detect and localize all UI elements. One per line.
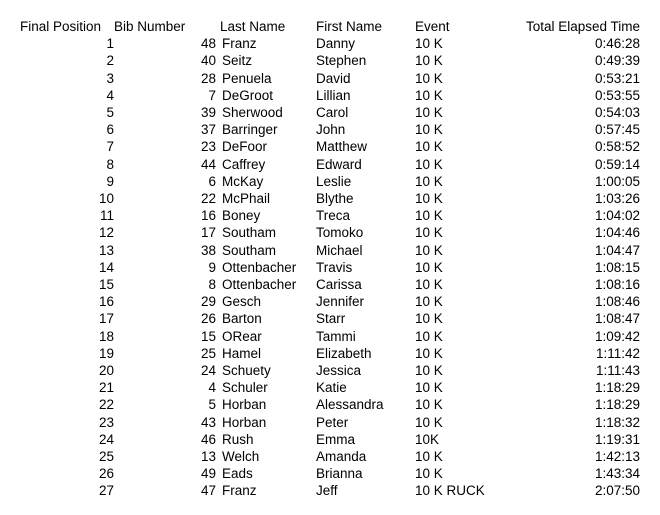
header-event: Event [415,19,450,34]
last-name-cell: DeGroot [222,87,274,103]
first-name-cell: David [316,70,351,86]
last-name-cell: Southam [222,242,277,258]
event-cell: 10 K [415,122,443,138]
bib-number-cell: 9 [208,259,216,275]
bib-number-cell: 46 [200,431,216,447]
first-name-cell: Carol [316,105,349,121]
final-position-cell: 23 [98,414,114,430]
event-cell: 10 K [415,87,443,103]
first-name-cell: Amanda [316,449,367,465]
first-name-cell: Michael [316,242,363,258]
elapsed-time-cell: 1:03:26 [594,191,640,207]
bib-number-cell: 23 [200,139,216,155]
elapsed-time-cell: 0:53:55 [594,87,640,103]
header-total-elapsed-time: Total Elapsed Time [525,19,640,34]
table-row [20,70,640,87]
first-name-cell: Alessandra [316,397,384,413]
header-row [20,18,640,35]
bib-number-cell: 47 [200,483,216,499]
last-name-cell: McKay [222,173,264,189]
first-name-cell: Edward [316,156,362,172]
event-cell: 10 K [415,397,443,413]
first-name-cell: Emma [316,431,356,447]
last-name-cell: Penuela [222,70,272,86]
elapsed-time-cell: 1:04:46 [594,225,640,241]
event-cell: 10 K [415,380,443,396]
final-position-cell: 22 [98,397,114,413]
event-cell: 10 K [415,191,443,207]
final-position-cell: 19 [98,345,114,361]
final-position-cell: 14 [98,259,114,275]
first-name-cell: Starr [316,311,346,327]
event-cell: 10 K [415,139,443,155]
last-name-cell: Welch [222,449,260,465]
bib-number-cell: 26 [200,311,216,327]
event-cell: 10 K [415,70,443,86]
elapsed-time-cell: 1:09:42 [594,328,640,344]
elapsed-time-cell: 1:11:42 [595,345,640,361]
bib-number-cell: 22 [200,191,216,207]
elapsed-time-cell: 0:54:03 [594,105,640,121]
elapsed-time-cell: 1:18:29 [594,380,640,396]
table-row [20,35,640,52]
event-cell: 10 K [415,208,443,224]
final-position-cell: 20 [98,363,114,379]
event-cell: 10K [415,431,440,447]
header-last-name: Last Name [220,19,286,34]
elapsed-time-cell: 1:00:05 [594,173,640,189]
first-name-cell: Carissa [316,277,362,293]
table-row [20,310,640,327]
last-name-cell: Ottenbacher [222,277,297,293]
first-name-cell: Jessica [316,363,362,379]
elapsed-time-cell: 0:59:14 [594,156,640,172]
table-row [20,156,640,173]
first-name-cell: Katie [316,380,347,396]
bib-number-cell: 16 [200,208,216,224]
table-row [20,362,640,379]
final-position-cell: 26 [98,466,114,482]
table-row [20,328,640,345]
event-cell: 10 K RUCK [415,483,485,499]
table-row [20,482,640,499]
last-name-cell: Schuler [222,380,268,396]
table-row [20,207,640,224]
bib-number-cell: 43 [200,414,216,430]
last-name-cell: Barton [222,311,262,327]
last-name-cell: Eads [222,466,253,482]
final-position-cell: 11 [99,208,114,224]
last-name-cell: ORear [222,328,262,344]
event-cell: 10 K [415,259,443,275]
table-row [20,414,640,431]
elapsed-time-cell: 1:04:47 [594,242,640,258]
first-name-cell: Brianna [316,466,363,482]
final-position-cell: 25 [98,449,114,465]
bib-number-cell: 38 [200,242,216,258]
elapsed-time-cell: 0:53:21 [594,70,640,86]
final-position-cell: 16 [98,294,114,310]
event-cell: 10 K [415,156,443,172]
event-cell: 10 K [415,53,443,69]
table-row [20,242,640,259]
final-position-cell: 12 [98,225,114,241]
event-cell: 10 K [415,105,443,121]
event-cell: 10 K [415,363,443,379]
final-position-cell: 1 [106,36,114,52]
final-position-cell: 5 [106,105,114,121]
final-position-cell: 2 [106,53,114,69]
table-row [20,121,640,138]
first-name-cell: Tomoko [316,225,364,241]
bib-number-cell: 40 [200,53,216,69]
table-row [20,224,640,241]
first-name-cell: Matthew [316,139,368,155]
header-first-name: First Name [316,19,383,34]
last-name-cell: Southam [222,225,277,241]
event-cell: 10 K [415,173,443,189]
elapsed-time-cell: 1:42:13 [594,449,640,465]
final-position-cell: 21 [98,380,114,396]
table-row [20,276,640,293]
table-row [20,345,640,362]
last-name-cell: DeFoor [222,139,268,155]
last-name-cell: Franz [222,36,257,52]
first-name-cell: Blythe [316,191,354,207]
last-name-cell: Franz [222,483,257,499]
bib-number-cell: 28 [200,70,216,86]
elapsed-time-cell: 1:18:29 [594,397,640,413]
header-final-position: Final Position [20,19,102,34]
table-row [20,259,640,276]
bib-number-cell: 7 [208,87,216,103]
final-position-cell: 27 [98,483,114,499]
final-position-cell: 4 [106,87,114,103]
final-position-cell: 9 [106,173,114,189]
last-name-cell: Horban [222,397,267,413]
last-name-cell: Rush [222,431,254,447]
final-position-cell: 24 [98,431,114,447]
bib-number-cell: 48 [200,36,216,52]
bib-number-cell: 49 [200,466,216,482]
event-cell: 10 K [415,277,443,293]
elapsed-time-cell: 1:08:47 [594,311,640,327]
elapsed-time-cell: 1:08:15 [594,259,640,275]
table-row [20,293,640,310]
event-cell: 10 K [415,466,443,482]
elapsed-time-cell: 0:46:28 [594,36,640,52]
elapsed-time-cell: 2:07:50 [594,483,640,499]
first-name-cell: Jennifer [316,294,365,310]
bib-number-cell: 44 [200,156,216,172]
first-name-cell: Danny [316,36,356,52]
elapsed-time-cell: 1:43:34 [594,466,640,482]
bib-number-cell: 25 [200,345,216,361]
elapsed-time-cell: 1:18:32 [594,414,640,430]
last-name-cell: Schuety [222,363,271,379]
table-row [20,465,640,482]
event-cell: 10 K [415,242,443,258]
table-row [20,379,640,396]
first-name-cell: Travis [316,259,353,275]
elapsed-time-cell: 1:04:02 [594,208,640,224]
last-name-cell: Horban [222,414,267,430]
first-name-cell: John [316,122,346,138]
elapsed-time-cell: 1:08:46 [594,294,640,310]
race-results-table [20,18,640,500]
bib-number-cell: 6 [208,173,216,189]
final-position-cell: 13 [98,242,114,258]
last-name-cell: Gesch [222,294,262,310]
event-cell: 10 K [415,225,443,241]
elapsed-time-cell: 0:58:52 [594,139,640,155]
last-name-cell: Caffrey [222,156,266,172]
last-name-cell: McPhail [222,191,271,207]
final-position-cell: 17 [98,311,114,327]
results-body [20,35,640,499]
bib-number-cell: 15 [200,328,216,344]
event-cell: 10 K [415,311,443,327]
elapsed-time-cell: 0:57:45 [594,122,640,138]
final-position-cell: 15 [98,277,114,293]
table-row [20,448,640,465]
elapsed-time-cell: 1:19:31 [594,431,640,447]
first-name-cell: Peter [316,414,349,430]
first-name-cell: Elizabeth [316,345,372,361]
table-row [20,190,640,207]
elapsed-time-cell: 0:49:39 [594,53,640,69]
bib-number-cell: 13 [200,449,216,465]
first-name-cell: Tammi [316,328,356,344]
bib-number-cell: 8 [208,277,216,293]
first-name-cell: Jeff [316,483,338,499]
table-row [20,138,640,155]
last-name-cell: Sherwood [222,105,283,121]
final-position-cell: 7 [106,139,114,155]
final-position-cell: 18 [98,328,114,344]
last-name-cell: Hamel [222,345,262,361]
final-position-cell: 8 [106,156,114,172]
bib-number-cell: 37 [200,122,216,138]
header-bib-number: Bib Number [114,19,186,34]
table-row [20,396,640,413]
bib-number-cell: 17 [200,225,216,241]
event-cell: 10 K [415,345,443,361]
bib-number-cell: 39 [200,105,216,121]
event-cell: 10 K [415,294,443,310]
table-row [20,173,640,190]
final-position-cell: 6 [106,122,114,138]
table-row [20,431,640,448]
final-position-cell: 3 [106,70,114,86]
table-row [20,87,640,104]
event-cell: 10 K [415,414,443,430]
elapsed-time-cell: 1:08:16 [594,277,640,293]
last-name-cell: Barringer [222,122,278,138]
bib-number-cell: 5 [208,397,216,413]
first-name-cell: Stephen [316,53,367,69]
first-name-cell: Leslie [316,173,352,189]
event-cell: 10 K [415,328,443,344]
table-row [20,104,640,121]
final-position-cell: 10 [98,191,114,207]
event-cell: 10 K [415,36,443,52]
event-cell: 10 K [415,449,443,465]
table-row [20,52,640,69]
last-name-cell: Ottenbacher [222,259,297,275]
elapsed-time-cell: 1:11:43 [595,363,640,379]
bib-number-cell: 24 [200,363,216,379]
first-name-cell: Treca [316,208,351,224]
last-name-cell: Seitz [222,53,253,69]
first-name-cell: Lillian [316,87,351,103]
bib-number-cell: 29 [200,294,216,310]
last-name-cell: Boney [222,208,261,224]
bib-number-cell: 4 [208,380,216,396]
